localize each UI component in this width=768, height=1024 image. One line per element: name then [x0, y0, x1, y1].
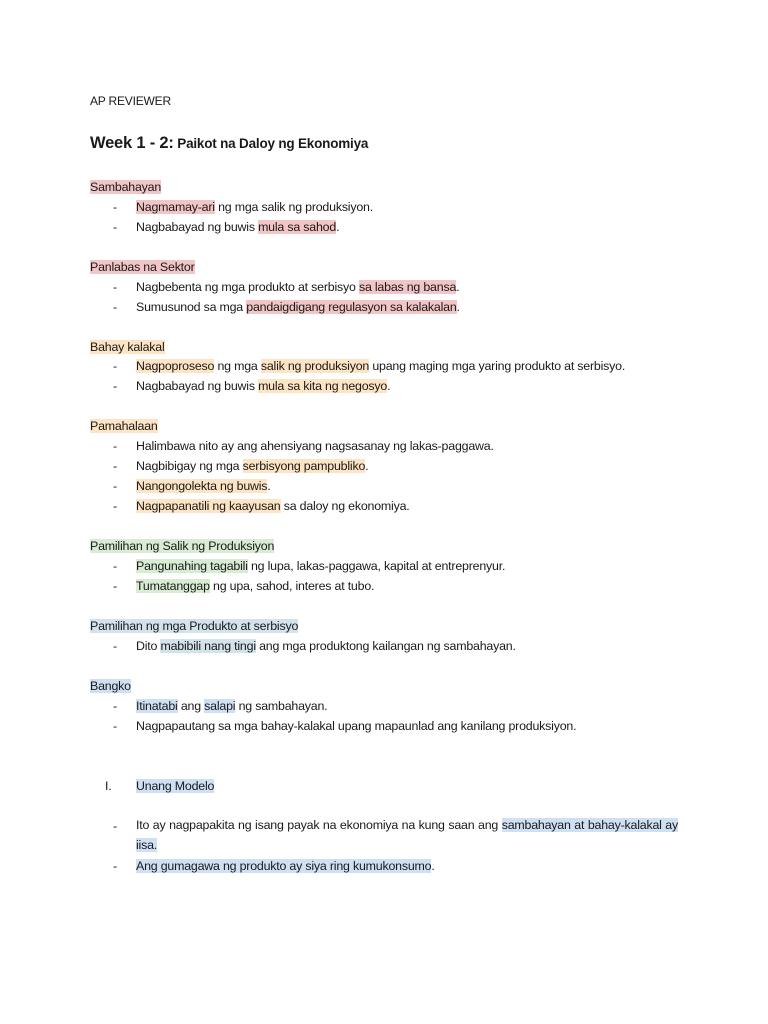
section-heading-salik: Pamilihan ng Salik ng Produksiyon — [90, 539, 275, 553]
bullet-dash: - — [113, 699, 117, 713]
section-heading-bahay-kalakal: Bahay kalakal — [90, 340, 165, 354]
week-label: Week 1 - 2: — [90, 134, 174, 152]
section-heading-unang-modelo: Unang Modelo — [136, 779, 215, 793]
bullet-dash: - — [113, 459, 117, 473]
list-item: Ito ay nagpapakita ng isang payak na ekonomiya na kung saan ang sambahayan at bahay-kalakal ay iisa. — [136, 818, 678, 852]
list-item: Itinatabi ang salapi ng sambahayan. — [136, 699, 328, 713]
week-subtitle: Paikot na Daloy ng Ekonomiya — [177, 136, 369, 151]
section-heading-pamahalaan: Pamahalaan — [90, 419, 158, 433]
list-item: Nagpoproseso ng mga salik ng produksiyon upang maging mga yaring produkto at serbisyo. — [136, 359, 626, 373]
outline-numeral: I. — [105, 779, 112, 793]
list-item: Nagpapanatili ng kaayusan sa daloy ng ekonomiya. — [136, 499, 410, 513]
bullet-dash: - — [113, 819, 117, 833]
bullet-dash: - — [113, 579, 117, 593]
document-title: AP REVIEWER — [90, 94, 171, 108]
list-item: Nagpapautang sa mga bahay-kalakal upang mapaunlad ang kanilang produksiyon. — [136, 719, 577, 733]
bullet-dash: - — [113, 479, 117, 493]
bullet-dash: - — [113, 859, 117, 873]
list-item: Nagbabayad ng buwis mula sa sahod. — [136, 220, 340, 234]
list-item: Nagbabayad ng buwis mula sa kita ng negosyo. — [136, 379, 391, 393]
bullet-dash: - — [113, 280, 117, 294]
list-item: Sumusunod sa mga pandaigdigang regulasyon sa kalakalan. — [136, 300, 460, 314]
section-heading-produkto: Pamilihan ng mga Produkto at serbisyo — [90, 619, 299, 633]
bullet-dash: - — [113, 719, 117, 733]
list-item: Nagmamay-ari ng mga salik ng produksiyon. — [136, 200, 373, 214]
bullet-dash: - — [113, 499, 117, 513]
list-item: Nagbebenta ng mga produkto at serbisyo sa labas ng bansa. — [136, 280, 460, 294]
section-heading-bangko: Bangko — [90, 679, 131, 693]
list-item: Dito mabibili nang tingi ang mga produktong kailangan ng sambahayan. — [136, 639, 516, 653]
week-heading — [90, 134, 368, 153]
section-heading-panlabas: Panlabas na Sektor — [90, 260, 195, 274]
list-item: Ang gumagawa ng produkto ay siya ring kumukonsumo. — [136, 859, 435, 873]
bullet-dash: - — [113, 220, 117, 234]
bullet-dash: - — [113, 439, 117, 453]
bullet-dash: - — [113, 559, 117, 573]
bullet-dash: - — [113, 200, 117, 214]
list-item: Pangunahing tagabili ng lupa, lakas-paggawa, kapital at entreprenyur. — [136, 559, 506, 573]
section-heading-sambahayan: Sambahayan — [90, 180, 162, 194]
list-item: Halimbawa nito ay ang ahensiyang nagsasanay ng lakas-paggawa. — [136, 439, 494, 453]
list-item: Nangongolekta ng buwis. — [136, 479, 271, 493]
bullet-dash: - — [113, 379, 117, 393]
bullet-dash: - — [113, 359, 117, 373]
bullet-dash: - — [113, 639, 117, 653]
list-item: Tumatanggap ng upa, sahod, interes at tubo. — [136, 579, 375, 593]
bullet-dash: - — [113, 300, 117, 314]
list-item: Nagbibigay ng mga serbisyong pampubliko. — [136, 459, 369, 473]
